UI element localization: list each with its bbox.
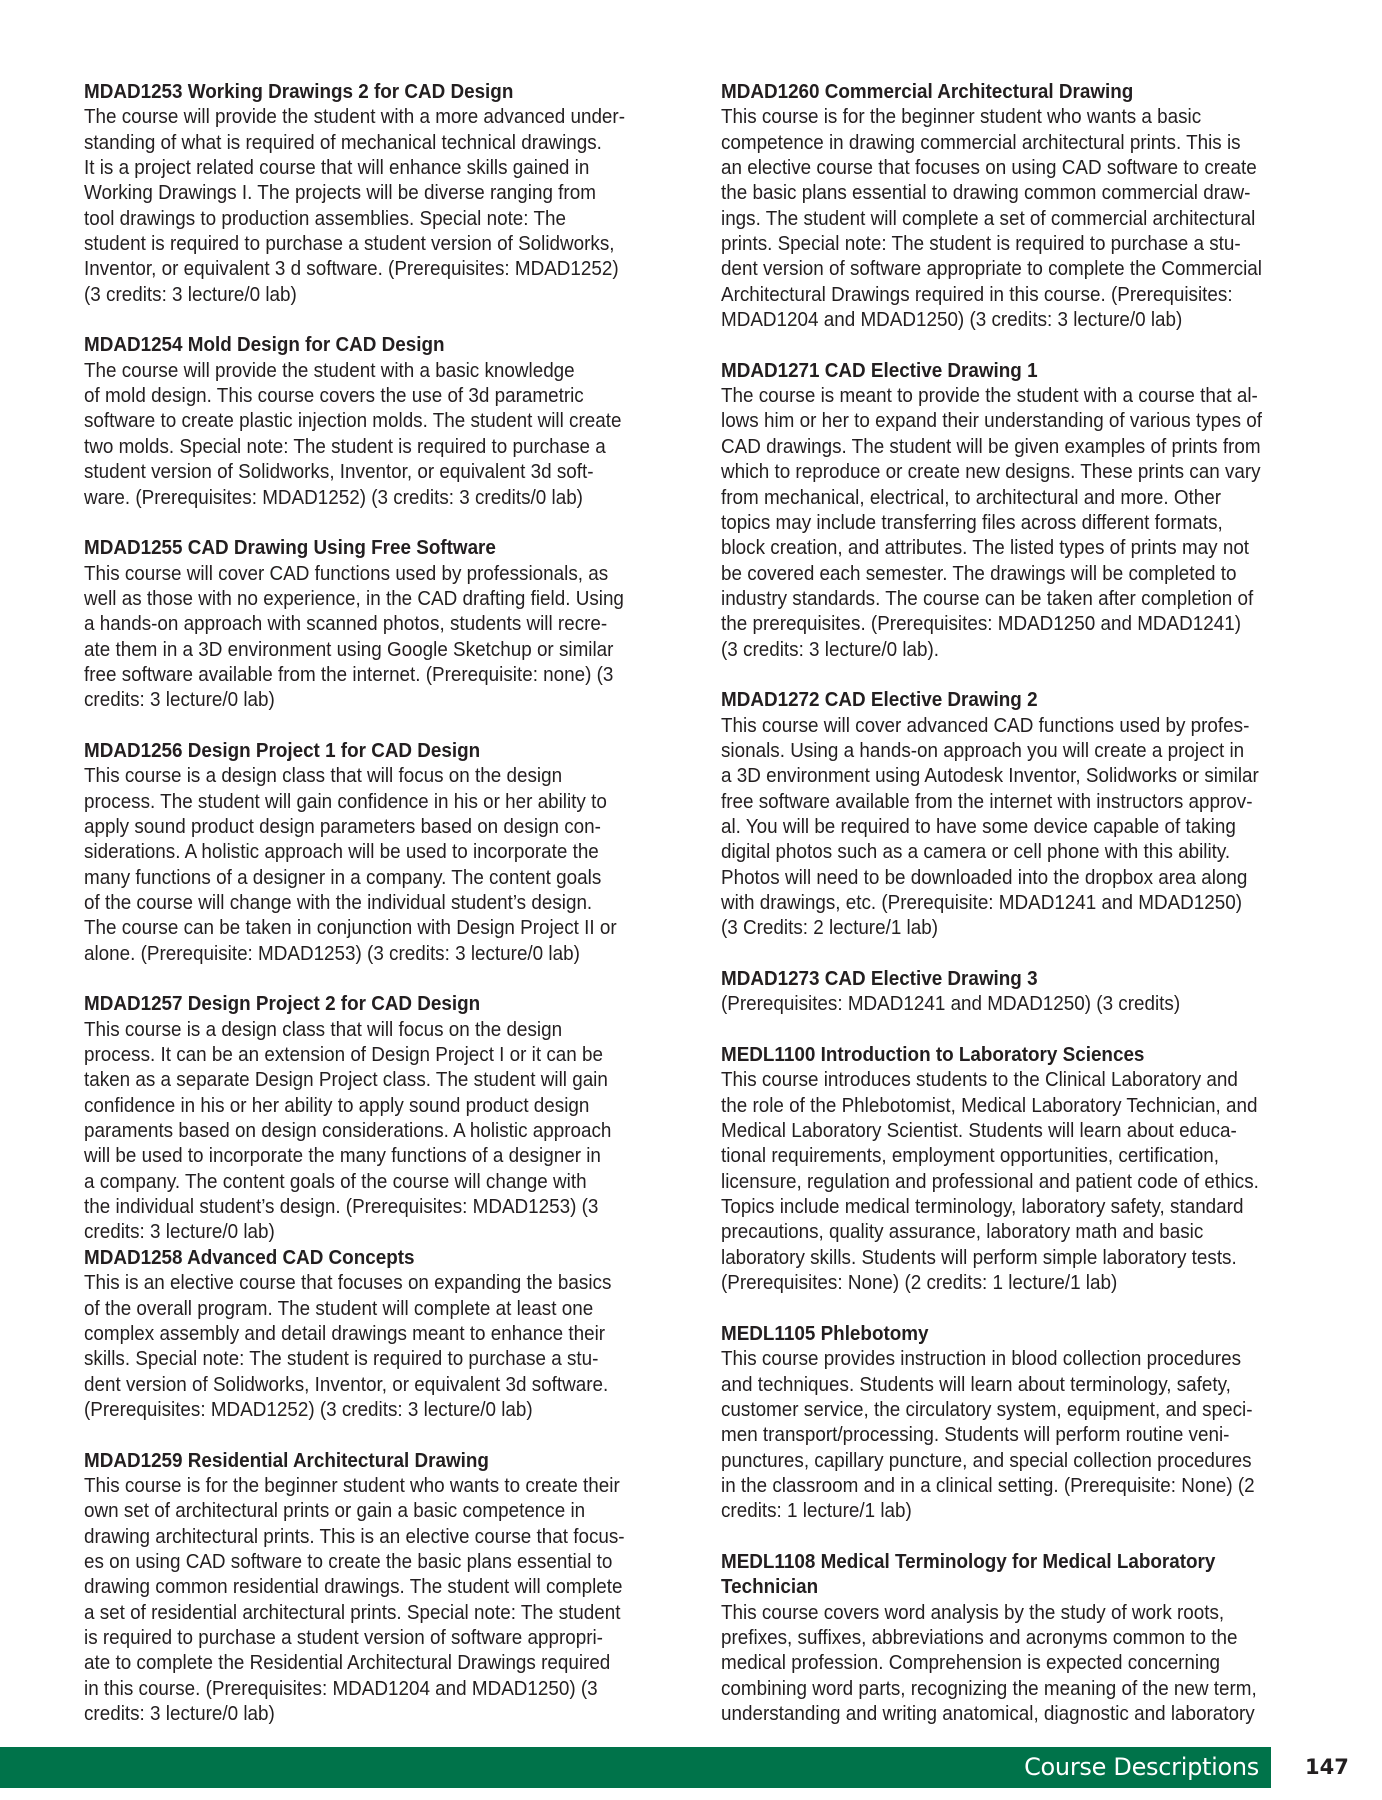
course-title: MDAD1253 Working Drawings 2 for CAD Design: [84, 81, 514, 103]
course-description-line: This course covers word analysis by the study of work roots,: [721, 1601, 1225, 1624]
course-entry: [721, 1043, 1361, 1296]
course-description-line: complex assembly and detail drawings meant to enhance their: [84, 1322, 606, 1345]
course-entry: [84, 739, 724, 967]
course-description-line: The course will provide the student with a basic knowledge: [84, 359, 575, 382]
course-title: MEDL1108 Medical Terminology for Medical Laboratory: [721, 1550, 1216, 1573]
course-description-line: from mechanical, electrical, to architectural and more. Other: [721, 486, 1222, 509]
course-description-line: paraments based on design considerations. A holistic approach: [84, 1120, 612, 1143]
course-description-line: in the classroom and in a clinical setting. (Prerequisite: None) (2: [721, 1474, 1255, 1497]
course-description-line: tool drawings to production assemblies. Special note: The: [84, 207, 566, 230]
course-description-line: Medical Laboratory Scientist. Students will learn about educa-: [721, 1120, 1237, 1143]
course-entry: [721, 359, 1361, 663]
course-description-line: in this course. (Prerequisites: MDAD1204 and MDAD1250) (3: [84, 1677, 598, 1700]
course-description-line: (Prerequisites: MDAD1252) (3 credits: 3 lecture/0 lab): [84, 1398, 533, 1421]
course-description-line: MDAD1204 and MDAD1250) (3 credits: 3 lecture/0 lab): [721, 309, 1183, 332]
course-title: Technician: [721, 1576, 819, 1599]
course-description-line: The course will provide the student with a more advanced under-: [84, 106, 625, 129]
course-entry: [721, 967, 1361, 1018]
course-description-line: student is required to purchase a student version of Solidworks,: [84, 233, 615, 256]
course-description-line: This course introduces students to the Clinical Laboratory and: [721, 1069, 1238, 1092]
course-description-line: confidence in his or her ability to apply sound product design: [84, 1094, 590, 1117]
course-description-line: apply sound product design parameters based on design con-: [84, 815, 601, 838]
course-description-line: digital photos such as a camera or cell phone with this ability.: [721, 841, 1231, 864]
course-description-line: with drawings, etc. (Prerequisite: MDAD1241 and MDAD1250): [721, 892, 1243, 914]
course-description-line: prints. Special note: The student is required to purchase a stu-: [721, 233, 1241, 256]
course-description-line: lows him or her to expand their understanding of various types of: [721, 410, 1262, 433]
course-entry: [84, 992, 724, 1245]
course-description-line: the individual student’s design. (Prerequisites: MDAD1253) (3: [84, 1196, 599, 1219]
course-entry: [721, 1550, 1361, 1727]
course-description-line: This course is a design class that will focus on the design: [84, 1018, 563, 1041]
course-title: MDAD1272 CAD Elective Drawing 2: [721, 689, 1038, 712]
course-description-line: industry standards. The course can be taken after completion of: [721, 587, 1254, 610]
course-description-line: the prerequisites. (Prerequisites: MDAD1250 and MDAD1241): [721, 613, 1241, 636]
course-description-line: It is a project related course that will enhance skills gained in: [84, 157, 590, 180]
course-description-line: software to create plastic injection molds. The student will create: [84, 410, 622, 433]
course-description-line: (3 credits: 3 lecture/0 lab).: [721, 638, 940, 661]
course-description-line: will be used to incorporate the many functions of a designer in: [84, 1145, 601, 1168]
course-description-line: sionals. Using a hands-on approach you will create a project in: [721, 739, 1245, 762]
course-description-line: siderations. A holistic approach will be used to incorporate the: [84, 841, 599, 864]
course-description-line: an elective course that focuses on using CAD software to create: [721, 157, 1257, 180]
course-description-line: The course can be taken in conjunction with Design Project II or: [84, 917, 617, 940]
course-description-line: well as those with no experience, in the CAD drafting field. Using: [84, 587, 624, 610]
course-description-line: skills. Special note: The student is required to purchase a stu-: [84, 1348, 599, 1371]
course-description-line: (Prerequisites: MDAD1241 and MDAD1250) (3 credits): [721, 993, 1181, 1016]
course-title: MDAD1260 Commercial Architectural Drawing: [721, 81, 1134, 103]
course-entry: [84, 333, 724, 510]
course-title: MEDL1100 Introduction to Laboratory Sciences: [721, 1044, 1145, 1067]
course-description-line: own set of architectural prints or gain a basic competence in: [84, 1500, 586, 1523]
course-description-line: prefixes, suffixes, abbreviations and acronyms common to the: [721, 1626, 1238, 1649]
course-entry: [84, 1246, 724, 1423]
course-entry: [721, 80, 1361, 333]
course-description-line: the role of the Phlebotomist, Medical Laboratory Technician, and: [721, 1094, 1258, 1117]
course-description-line: men transport/processing. Students will perform routine veni-: [721, 1424, 1230, 1447]
course-description-line: credits: 3 lecture/0 lab): [84, 689, 275, 712]
course-entry: [721, 1322, 1361, 1525]
course-description-line: a set of residential architectural prints. Special note: The student: [84, 1601, 621, 1624]
course-description-line: precautions, quality assurance, laboratory math and basic: [721, 1221, 1204, 1244]
course-description-line: This course is for the beginner student who wants to create their: [84, 1474, 620, 1497]
course-description-line: medical profession. Comprehension is expected concerning: [721, 1652, 1221, 1675]
course-description-line: es on using CAD software to create the basic plans essential to: [84, 1550, 613, 1573]
course-description-line: standing of what is required of mechanical technical drawings.: [84, 131, 602, 154]
course-description-line: alone. (Prerequisite: MDAD1253) (3 credits: 3 lecture/0 lab): [84, 942, 580, 965]
course-title: MDAD1271 CAD Elective Drawing 1: [721, 359, 1038, 382]
course-description-line: credits: 1 lecture/1 lab): [721, 1500, 912, 1523]
course-description-line: be covered each semester. The drawings will be completed to: [721, 562, 1237, 585]
course-description-line: of the course will change with the individual student’s design.: [84, 892, 593, 914]
course-description-line: and techniques. Students will learn about terminology, safety,: [721, 1373, 1231, 1396]
course-description-line: (3 Credits: 2 lecture/1 lab): [721, 917, 938, 940]
course-description-line: many functions of a designer in a company. The content goals: [84, 866, 602, 889]
course-title: MDAD1255 CAD Drawing Using Free Software: [84, 537, 496, 560]
course-description-line: of mold design. This course covers the use of 3d parametric: [84, 385, 584, 408]
course-description-line: laboratory skills. Students will perform simple laboratory tests.: [721, 1246, 1237, 1269]
course-description-line: punctures, capillary puncture, and special collection procedures: [721, 1449, 1252, 1472]
course-description-line: customer service, the circulatory system, equipment, and speci-: [721, 1398, 1253, 1421]
course-description-line: The course is meant to provide the student with a course that al-: [721, 385, 1258, 408]
course-description-line: This course will cover CAD functions used by professionals, as: [84, 562, 609, 585]
course-description-line: ate to complete the Residential Architectural Drawings required: [84, 1652, 611, 1675]
course-description-line: competence in drawing commercial architectural prints. This is: [721, 131, 1241, 154]
course-description-line: dent version of software appropriate to complete the Commercial: [721, 258, 1262, 281]
course-description-line: combining word parts, recognizing the meaning of the new term,: [721, 1677, 1257, 1700]
course-description-line: process. It can be an extension of Design Project I or it can be: [84, 1044, 603, 1067]
page-number: 147: [1305, 1755, 1349, 1779]
section-label: Course Descriptions: [1024, 1753, 1259, 1781]
course-description-line: This course provides instruction in blood collection procedures: [721, 1348, 1242, 1371]
course-description-line: two molds. Special note: The student is required to purchase a: [84, 435, 606, 458]
left-column: [84, 80, 724, 1753]
course-description-line: Architectural Drawings required in this course. (Prerequisites:: [721, 283, 1233, 306]
course-description-line: (Prerequisites: None) (2 credits: 1 lecture/1 lab): [721, 1272, 1118, 1295]
footer-bar: [0, 1747, 1271, 1788]
course-description-line: This course will cover advanced CAD functions used by profes-: [721, 714, 1250, 737]
course-description-line: the basic plans essential to drawing common commercial draw-: [721, 182, 1251, 205]
course-description-line: ings. The student will complete a set of commercial architectural: [721, 207, 1256, 230]
course-description-line: of the overall program. The student will complete at least one: [84, 1297, 594, 1320]
course-title: MDAD1259 Residential Architectural Drawing: [84, 1449, 489, 1472]
course-description-line: Inventor, or equivalent 3 d software. (Prerequisites: MDAD1252): [84, 258, 619, 281]
course-description-line: which to reproduce or create new designs. These prints can vary: [721, 461, 1261, 484]
course-description-line: CAD drawings. The student will be given examples of prints from: [721, 435, 1261, 458]
course-description-line: drawing common residential drawings. The student will complete: [84, 1576, 623, 1599]
course-description-line: a 3D environment using Autodesk Inventor, Solidworks or similar: [721, 765, 1259, 788]
course-description-line: ate them in a 3D environment using Google Sketchup or similar: [84, 638, 614, 661]
course-description-line: student version of Solidworks, Inventor, or equivalent 3d soft-: [84, 461, 594, 484]
course-description-line: ware. (Prerequisites: MDAD1252) (3 credits: 3 credits/0 lab): [84, 486, 583, 509]
course-description-line: taken as a separate Design Project class. The student will gain: [84, 1069, 608, 1092]
course-title: MDAD1254 Mold Design for CAD Design: [84, 334, 445, 357]
course-entry: [84, 536, 724, 713]
course-title: MDAD1258 Advanced CAD Concepts: [84, 1246, 415, 1269]
course-description-line: drawing architectural prints. This is an elective course that focus-: [84, 1525, 625, 1548]
course-title: MDAD1273 CAD Elective Drawing 3: [721, 968, 1038, 991]
course-description-line: tional requirements, employment opportunities, certification,: [721, 1145, 1219, 1168]
course-title: MEDL1105 Phlebotomy: [721, 1322, 929, 1345]
course-description-line: Topics include medical terminology, laboratory safety, standard: [721, 1196, 1244, 1219]
course-description-line: topics may include transferring files across different formats,: [721, 511, 1223, 534]
course-description-line: credits: 3 lecture/0 lab): [84, 1221, 275, 1244]
course-description-line: This is an elective course that focuses on expanding the basics: [84, 1272, 612, 1295]
course-description-line: Working Drawings I. The projects will be diverse ranging from: [84, 182, 596, 205]
course-description-line: a company. The content goals of the course will change with: [84, 1170, 587, 1193]
course-title: MDAD1256 Design Project 1 for CAD Design: [84, 739, 481, 762]
course-title: MDAD1257 Design Project 2 for CAD Design: [84, 993, 481, 1016]
course-description-line: This course is a design class that will focus on the design: [84, 765, 563, 788]
course-description-line: block creation, and attributes. The listed types of prints may not: [721, 537, 1250, 560]
course-description-line: licensure, regulation and professional and patient code of ethics.: [721, 1170, 1259, 1193]
course-description-line: free software available from the internet. (Prerequisite: none) (3: [84, 663, 614, 686]
course-description-line: process. The student will gain confidence in his or her ability to: [84, 790, 607, 813]
right-column: [721, 80, 1361, 1753]
course-description-line: dent version of Solidworks, Inventor, or equivalent 3d software.: [84, 1373, 609, 1396]
course-description-line: free software available from the internet with instructors approv-: [721, 790, 1253, 813]
course-description-line: is required to purchase a student version of software appropri-: [84, 1626, 603, 1649]
course-description-line: credits: 3 lecture/0 lab): [84, 1703, 275, 1725]
course-description-line: Photos will need to be downloaded into the dropbox area along: [721, 866, 1248, 889]
course-description-line: al. You will be required to have some device capable of taking: [721, 815, 1236, 838]
course-description-line: understanding and writing anatomical, diagnostic and laboratory: [721, 1703, 1255, 1725]
course-description-line: This course is for the beginner student who wants a basic: [721, 106, 1202, 129]
course-entry: [84, 80, 724, 308]
course-description-line: (3 credits: 3 lecture/0 lab): [84, 283, 297, 306]
course-description-line: a hands-on approach with scanned photos, students will recre-: [84, 613, 608, 636]
course-entry: [721, 688, 1361, 941]
course-entry: [84, 1449, 724, 1728]
